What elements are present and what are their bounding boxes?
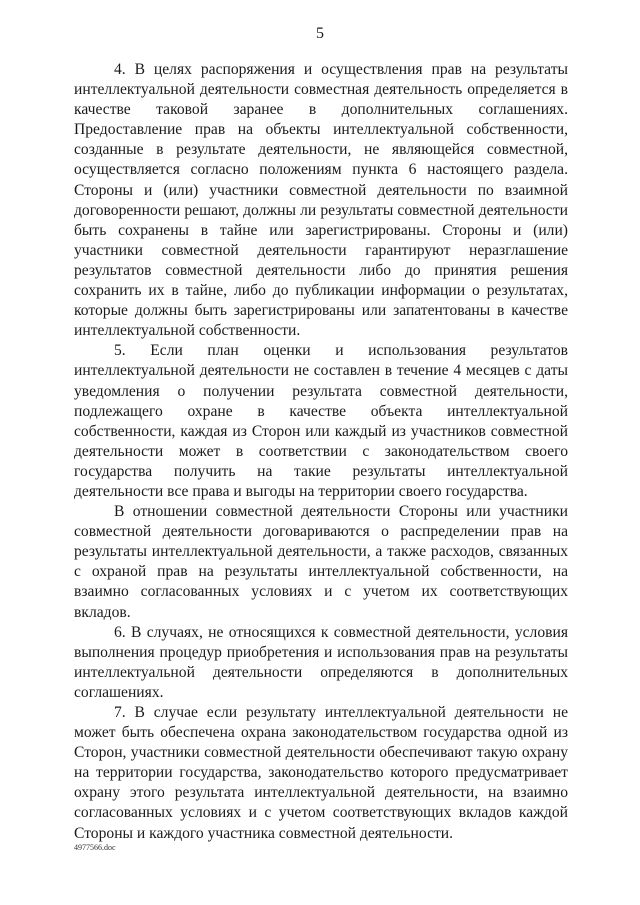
document-file-id: 4977566.doc: [74, 843, 116, 852]
paragraph-5-continued: В отношении совместной деятельности Стороны или участники совместной деятельности договариваются о распределении прав на результаты интеллектуальной деятельности, а также расходов, связанных с охраной прав на результаты интеллектуальной собственности, на взаимно согласованных условиях и с учетом их соответствующих вкладов.: [74, 503, 568, 621]
paragraph-4: 4. В целях распоряжения и осуществления прав на результаты интеллектуальной деятельности совместная деятельность определяется в качестве таковой заранее в дополнительных соглашениях. Предоставление прав на объекты интеллектуальной собственности, созданные в результате деятельности, не являющейся совместной, осуществляется согласно положениям пункта 6 настоящего раздела. Стороны и (или) участники совместной деятельности по взаимной договоренности решают, должны ли результаты совместной деятельности быть сохранены в тайне или зарегистрированы. Стороны и (или) участники совместной деятельности гарантируют неразглашение результатов совместной деятельности либо до принятия решения сохранить их в тайне, либо до публикации информации о результатах, которые должны быть зарегистрированы или запатентованы в качестве интеллектуальной собственности.: [74, 61, 568, 340]
paragraph-5: 5. Если план оценки и использования результатов интеллектуальной деятельности не составлен в течение 4 месяцев с даты уведомления о получении результата совместной деятельности, подлежащего охране в качестве объекта интеллектуальной собственности, каждая из Сторон или каждый из участников совместной деятельности может в соответствии с законодательством своего государства получить на такие результаты интеллектуальной деятельности все права и выгоды на территории своего государства.: [74, 342, 568, 500]
paragraph-7: 7. В случае если результату интеллектуальной деятельности не может быть обеспечена охрана законодательством государства одной из Сторон, участники совместной деятельности обеспечивают такую охрану на территории государства, законодательство которого предусматривает охрану этого результата интеллектуальной деятельности, на взаимно согласованных условиях и с учетом соответствующих вкладов каждой Стороны и каждого участника совместной деятельности.: [74, 704, 568, 842]
document-body: [74, 60, 568, 844]
page-number: 5: [316, 25, 324, 42]
paragraph-6: 6. В случаях, не относящихся к совместной деятельности, условия выполнения процедур приобретения и использования прав на результаты интеллектуальной деятельности определяются в дополнительных соглашениях.: [74, 623, 568, 701]
